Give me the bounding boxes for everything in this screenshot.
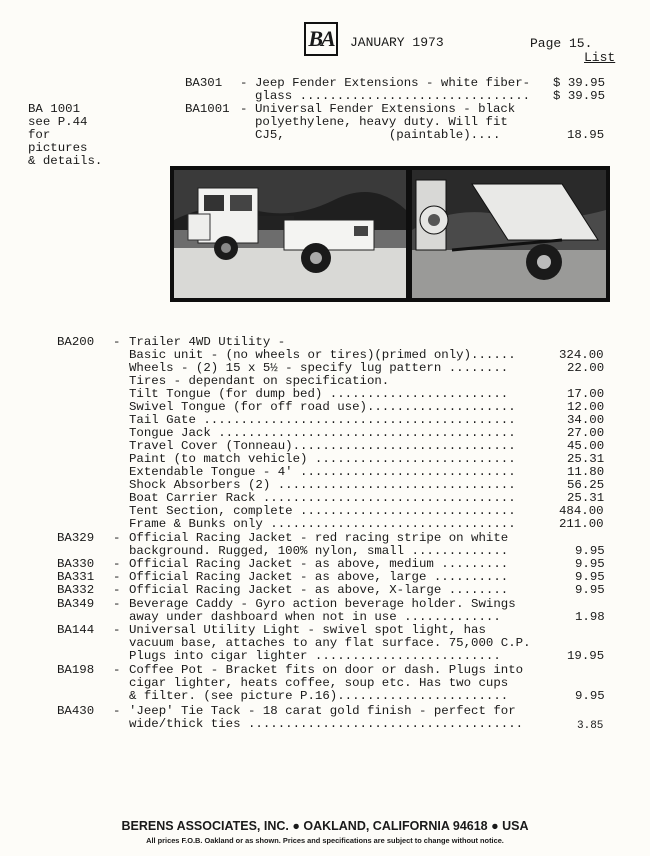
- item-title: Trailer 4WD Utility -: [129, 335, 286, 349]
- item-description: Universal Fender Extensions - black: [255, 102, 516, 116]
- item-code: BA144: [57, 623, 95, 637]
- item-dash: -: [113, 531, 121, 545]
- item-dash: -: [113, 663, 121, 677]
- item-description: CJ5, (paintable)....: [255, 128, 501, 142]
- option-description: Tent Section, complete .............................: [129, 504, 516, 518]
- option-description: Shock Absorbers (2) ................................: [129, 478, 516, 492]
- jeep-trailer-image: [174, 170, 406, 298]
- side-note-line: for: [28, 128, 51, 142]
- option-description: Tail Gate ..........................................: [129, 413, 516, 427]
- item-description: & filter. (see picture P.16).......................: [129, 689, 509, 703]
- item-price: 18.95: [567, 128, 605, 142]
- item-price: 9.95: [575, 557, 605, 571]
- option-price: 25.31: [567, 452, 605, 466]
- item-code: BA430: [57, 704, 95, 718]
- item-description: Official Racing Jacket - as above, medium .........: [129, 557, 509, 571]
- pricing-disclaimer: All prices F.O.B. Oakland or as shown. Prices and specifications are subject to change without notice.: [146, 836, 504, 845]
- item-description: cigar lighter, heats coffee, soup etc. Has two cups: [129, 676, 509, 690]
- option-price: 34.00: [567, 413, 605, 427]
- option-description: Wheels - (2) 15 x 5½ - specify lug pattern ........: [129, 361, 509, 375]
- item-dash: -: [240, 76, 248, 90]
- item-description: away under dashboard when not in use .............: [129, 610, 501, 624]
- company-footer: BERENS ASSOCIATES, INC. ● OAKLAND, CALIFORNIA 94618 ● USA: [121, 819, 529, 833]
- item-description: Jeep Fender Extensions - white fiber-: [255, 76, 531, 90]
- option-price: 484.00: [559, 504, 604, 518]
- item-description: vacuum base, attaches to any flat surface. 75,000 C.P.: [129, 636, 531, 650]
- item-price: 9.95: [575, 544, 605, 558]
- side-note-line: BA 1001: [28, 102, 81, 116]
- side-note-line: pictures: [28, 141, 88, 155]
- item-description: Official Racing Jacket - red racing stripe on white: [129, 531, 509, 545]
- side-note-line: see P.44: [28, 115, 88, 129]
- option-price: 17.00: [567, 387, 605, 401]
- item-dash: -: [113, 597, 121, 611]
- company-logo: BA: [304, 22, 338, 56]
- option-price: 56.25: [567, 478, 605, 492]
- item-dash: -: [113, 704, 121, 718]
- option-description: Travel Cover (Tonneau)..............................: [129, 439, 516, 453]
- list-price-header: List: [584, 50, 616, 65]
- item-description: Official Racing Jacket - as above, large ..........: [129, 570, 509, 584]
- side-note-line: & details.: [28, 154, 103, 168]
- jeep-trailer-photo: [174, 170, 406, 298]
- option-price: 25.31: [567, 491, 605, 505]
- option-description: Paint (to match vehicle) ...........................: [129, 452, 516, 466]
- option-price: 12.00: [567, 400, 605, 414]
- option-description: Swivel Tongue (for off road use)....................: [129, 400, 516, 414]
- item-description: background. Rugged, 100% nylon, small .............: [129, 544, 509, 558]
- item-description: glass ...............................: [255, 89, 531, 103]
- option-price: 11.80: [567, 465, 605, 479]
- item-code: BA331: [57, 570, 95, 584]
- item-dash: -: [113, 557, 121, 571]
- page-number: Page 15.: [530, 36, 593, 51]
- item-dash: -: [113, 335, 121, 349]
- item-description: Official Racing Jacket - as above, X-large ........: [129, 583, 509, 597]
- option-price: 22.00: [567, 361, 605, 375]
- item-code: BA301: [185, 76, 223, 90]
- item-description: Beverage Caddy - Gyro action beverage holder. Swings: [129, 597, 516, 611]
- option-price: 27.00: [567, 426, 605, 440]
- item-price: 9.95: [575, 570, 605, 584]
- item-dash: -: [113, 623, 121, 637]
- option-description: Basic unit - (no wheels or tires)(primed only)......: [129, 348, 516, 362]
- item-description: Coffee Pot - Bracket fits on door or dash. Plugs into: [129, 663, 524, 677]
- item-description: Universal Utility Light - swivel spot light, has: [129, 623, 486, 637]
- option-description: Extendable Tongue - 4' .............................: [129, 465, 516, 479]
- item-code: BA329: [57, 531, 95, 545]
- item-code: BA349: [57, 597, 95, 611]
- item-price: 19.95: [567, 649, 605, 663]
- item-dash: -: [240, 102, 248, 116]
- option-price: 211.00: [559, 517, 604, 531]
- item-dash: -: [113, 570, 121, 584]
- item-price: 9.95: [575, 689, 605, 703]
- option-price: 324.00: [559, 348, 604, 362]
- item-price: 1.98: [575, 610, 605, 624]
- option-price: 45.00: [567, 439, 605, 453]
- item-description: wide/thick ties .....................................: [129, 717, 524, 731]
- item-code: BA198: [57, 663, 95, 677]
- item-description: polyethylene, heavy duty. Will fit: [255, 115, 508, 129]
- item-code: BA332: [57, 583, 95, 597]
- option-description: Tongue Jack ........................................: [129, 426, 516, 440]
- option-description: Tires - dependant on specification.: [129, 374, 390, 388]
- item-description: 'Jeep' Tie Tack - 18 carat gold finish - perfect for: [129, 704, 516, 718]
- option-description: Boat Carrier Rack ..................................: [129, 491, 516, 505]
- product-photos: [170, 166, 610, 302]
- item-price: 9.95: [575, 583, 605, 597]
- item-price: 3.85: [577, 720, 604, 732]
- item-description: Plugs into cigar lighter .........................: [129, 649, 501, 663]
- issue-date: JANUARY 1973: [350, 35, 444, 50]
- item-code: BA330: [57, 557, 95, 571]
- option-description: Tilt Tongue (for dump bed) ........................: [129, 387, 509, 401]
- item-code: BA1001: [185, 102, 230, 116]
- item-code: BA200: [57, 335, 95, 349]
- dump-trailer-photo: [412, 170, 606, 298]
- item-dash: -: [113, 583, 121, 597]
- option-description: Frame & Bunks only .................................: [129, 517, 516, 531]
- dump-trailer-image: [412, 170, 606, 298]
- item-price: $ 39.95: [553, 89, 606, 103]
- item-price: $ 39.95: [553, 76, 606, 90]
